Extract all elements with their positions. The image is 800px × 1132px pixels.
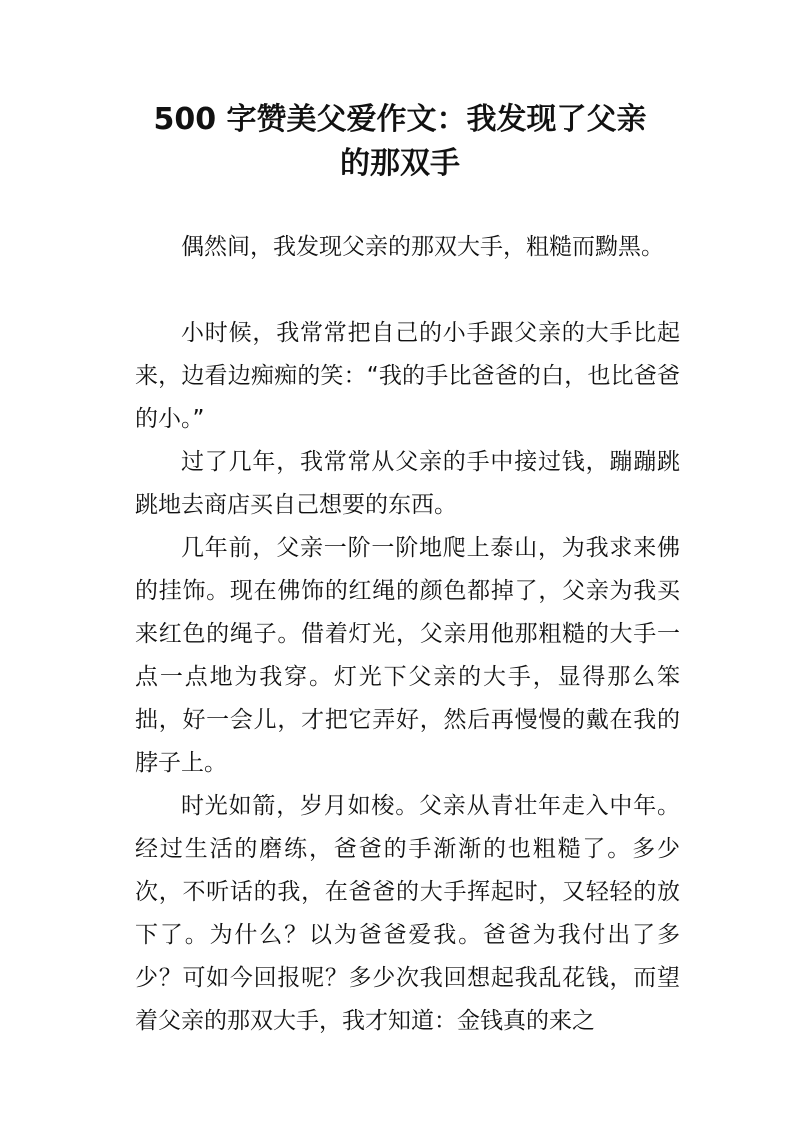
paragraph-3: 过了几年，我常常从父亲的手中接过钱，蹦蹦跳跳地去商店买自己想要的东西。: [135, 449, 680, 518]
document-body: [135, 226, 680, 1043]
paragraph-1: 偶然间，我发现父亲的那双大手，粗糙而黝黑。: [181, 234, 664, 260]
title-line-2: 的那双手: [340, 146, 460, 181]
document-title: [100, 98, 700, 186]
paragraph-5: 时光如箭，岁月如梭。父亲从青壮年走入中年。经过生活的磨练，爸爸的手渐渐的也粗糙了。多少次，不听话的我，在爸爸的大手挥起时，又轻轻的放下了。为什么？以为爸爸爱我。爸爸为我付出了多少？可如今回报呢？多少次我回想起我乱花钱，而望着父亲的那双大手，我才知道：金钱真的来之: [135, 793, 680, 1034]
paragraph-2: 小时候，我常常把自己的小手跟父亲的大手比起来，边看边痴痴的笑：“我的手比爸爸的白，也比爸爸的小。”: [135, 320, 680, 432]
paragraph-4: 几年前，父亲一阶一阶地爬上泰山，为我求来佛的挂饰。现在佛饰的红绳的颜色都掉了，父亲为我买来红色的绳子。借着灯光，父亲用他那粗糙的大手一点一点地为我穿。灯光下父亲的大手，显得那么笨拙，好一会儿，才把它弄好，然后再慢慢的戴在我的脖子上。: [135, 535, 680, 776]
title-line-1: 500 字赞美父爱作文：我发现了父亲: [153, 102, 647, 137]
